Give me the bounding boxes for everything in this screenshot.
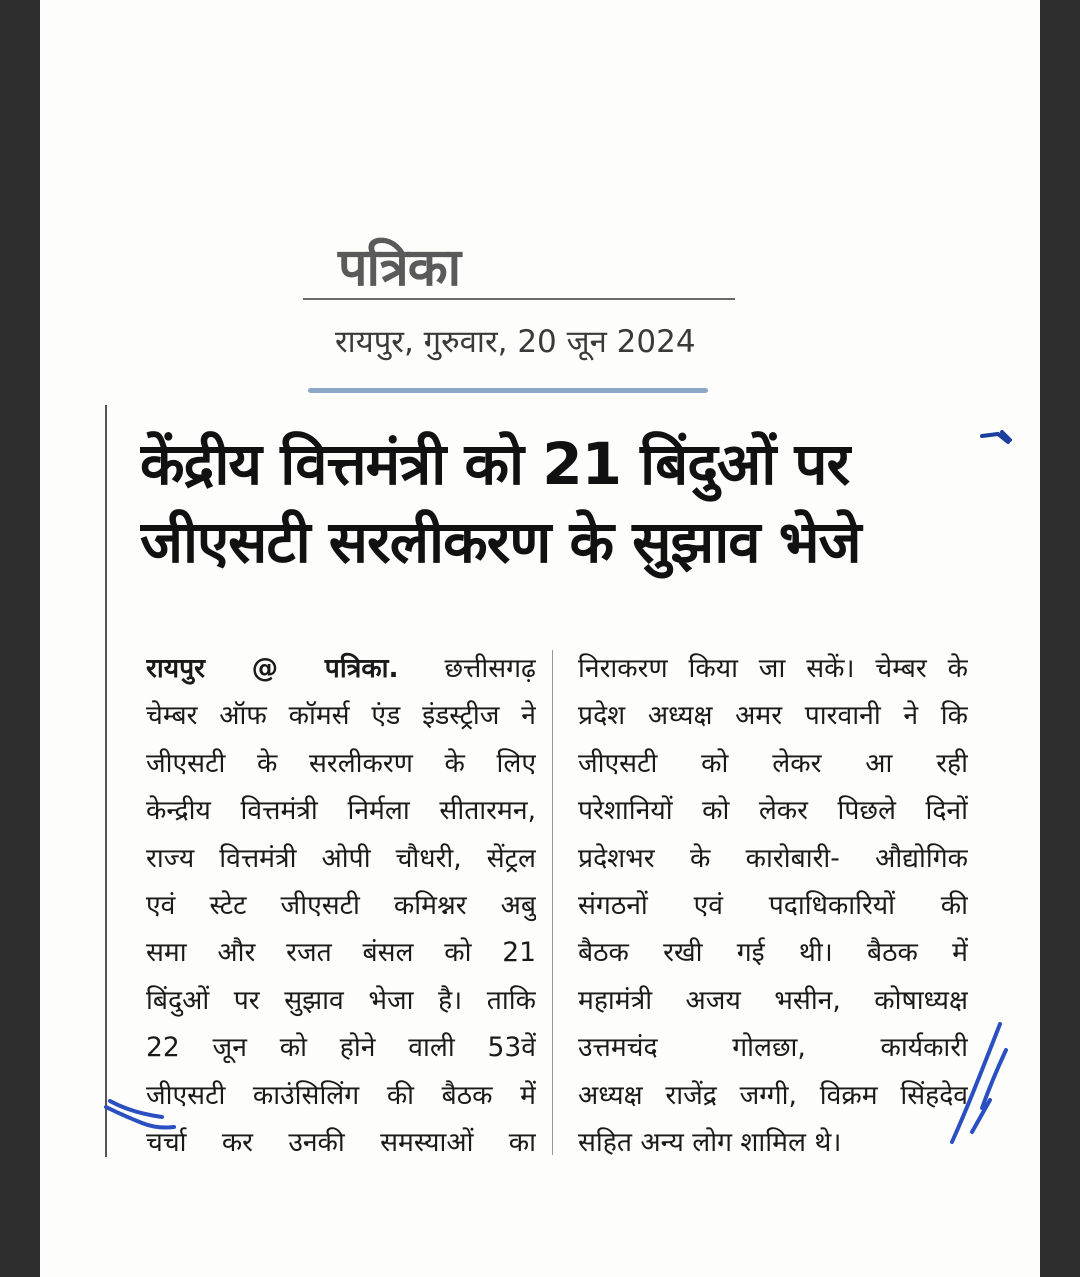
column-line: उत्तमचंद गोलछा, कार्यकारी [578, 1032, 968, 1064]
column-line: केन्द्रीय वित्तमंत्री निर्मला सीतारमन, [146, 795, 536, 827]
column-line: जीएसटी को लेकर आ रही [578, 747, 968, 779]
article-column-right [578, 645, 968, 1166]
column-line: परेशानियों को लेकर पिछले दिनों [578, 795, 968, 827]
column-divider [552, 650, 553, 1155]
headline-line-2: जीएसटी सरलीकरण के सुझाव भेजे [140, 508, 861, 576]
column-line: बैठक रखी गई थी। बैठक में [578, 937, 968, 969]
column-line: बिंदुओं पर सुझाव भेजा है। ताकि [146, 984, 536, 1016]
newspaper-clipping [40, 0, 1040, 1277]
column-line: 22 जून को होने वाली 53वें [146, 1032, 536, 1064]
blue-divider [308, 388, 708, 393]
clipping-border [105, 405, 107, 1157]
column-line: जीएसटी काउंसिलिंग की बैठक में [146, 1079, 536, 1111]
column-line: एवं स्टेट जीएसटी कमिश्नर अबु [146, 890, 536, 922]
column-line: महामंत्री अजय भसीन, कोषाध्यक्ष [578, 984, 968, 1016]
column-line: प्रदेशभर के कारोबारी- औद्योगिक [578, 842, 968, 874]
dateline: रायपुर, गुरुवार, 20 जून 2024 [335, 324, 696, 360]
column-line: समा और रजत बंसल को 21 [146, 937, 536, 969]
article-column-left [146, 645, 536, 1166]
column-line: राज्य वित्तमंत्री ओपी चौधरी, सेंट्रल [146, 842, 536, 874]
newspaper-masthead: पत्रिका [338, 238, 461, 298]
column-line: संगठनों एवं पदाधिकारियों की [578, 890, 968, 922]
pen-mark-top-right [980, 428, 1025, 468]
pen-mark-bottom-right [942, 1020, 1012, 1150]
column-line: जीएसटी के सरलीकरण के लिए [146, 747, 536, 779]
column-line: सहित अन्य लोग शामिल थे। [578, 1127, 842, 1159]
column-line: निराकरण किया जा सकें। चेम्बर के [578, 653, 968, 684]
headline [140, 425, 980, 581]
column-line: चर्चा कर उनकी समस्याओं का [146, 1127, 536, 1159]
column-line: चेम्बर ऑफ कॉमर्स एंड इंडस्ट्रीज ने [146, 700, 536, 732]
pen-mark-bottom-left [102, 1093, 182, 1143]
column-line: अध्यक्ष राजेंद्र जग्गी, विक्रम सिंहदेव [578, 1079, 968, 1111]
headline-line-1: केंद्रीय वित्तमंत्री को 21 बिंदुओं पर [140, 430, 850, 498]
column-line: प्रदेश अध्यक्ष अमर पारवानी ने कि [578, 700, 968, 732]
column-line: रायपुर @ पत्रिका. छत्तीसगढ़ [146, 653, 536, 684]
byline: रायपुर @ पत्रिका. [146, 653, 399, 684]
masthead-rule [303, 298, 735, 300]
